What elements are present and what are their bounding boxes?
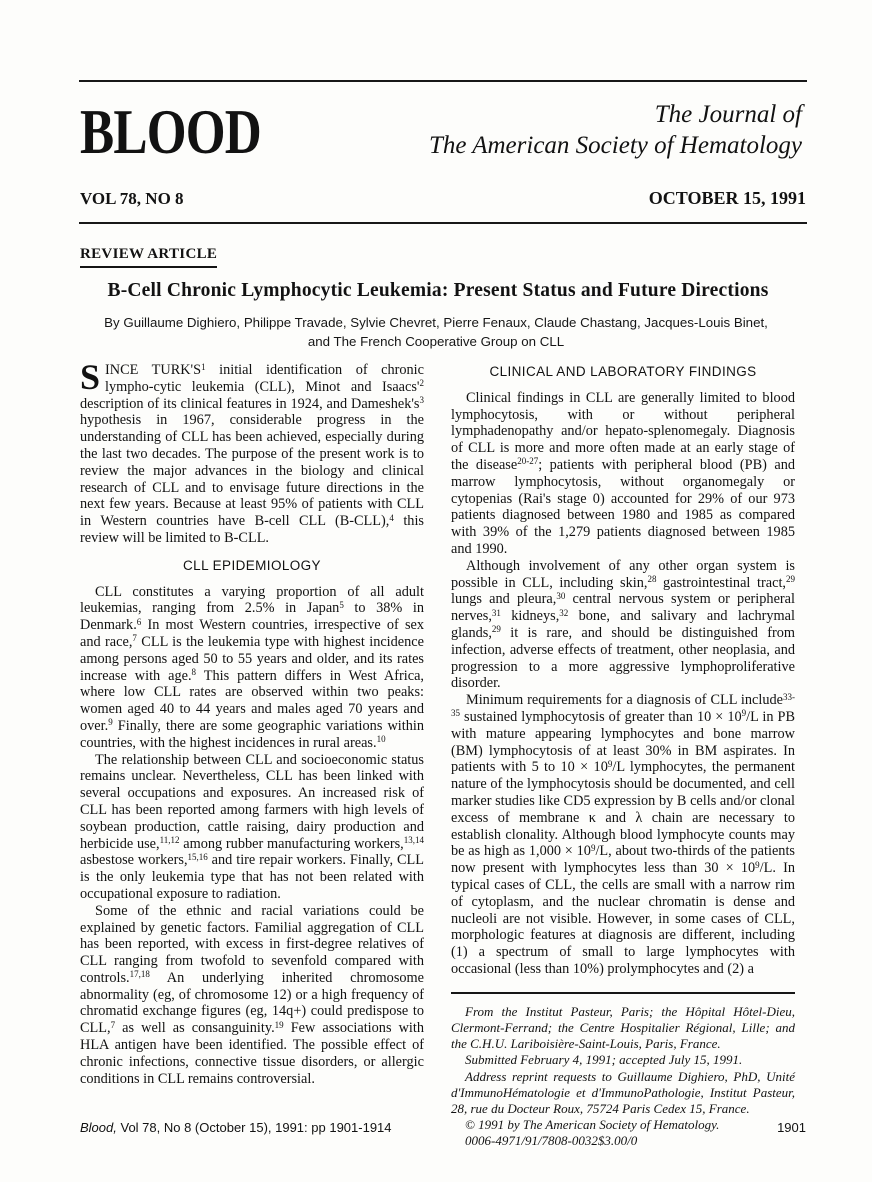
issn-code: 0006-4971/91/7808-0032$3.00/0 <box>465 1133 638 1149</box>
submission-note: Submitted February 4, 1991; accepted July 15, 1991. <box>465 1052 743 1068</box>
epidemiology-heading: CLL EPIDEMIOLOGY <box>183 557 321 573</box>
left-column <box>80 357 424 1150</box>
header-rule <box>79 222 807 224</box>
byline-line2: and The French Cooperative Group on CLL <box>307 334 565 349</box>
footnote-rule <box>451 992 795 994</box>
right-column <box>451 362 795 1150</box>
byline-line1: By Guillaume Dighiero, Philippe Travade, Sylvie Chevret, Pierre Fenaux, Claude Chastang, Jacques-Louis Binet, <box>104 315 768 330</box>
footnote-block <box>451 1004 795 1150</box>
journal-name <box>429 99 802 161</box>
clinical-paragraph-1: Clinical findings in CLL are generally limited to blood lymphocytosis, with or without peripheral lymphadenopathy and/or hepato-splenomegaly. Diagnosis of CLL is more and more often made at an early stage of the disease$^{20-27}$; patients with peripheral blood (PB) and marrow lymphocytosis, without organomegaly or cytopenias (Rai's stage 0) accounted for 29% of our 973 patients diagnosed between 1980 and 1985 as compared with 39% of the 1,279 patients diagnosed between 1985 and 1990. <box>451 389 795 557</box>
top-rule <box>79 80 807 82</box>
copyright-note: © 1991 by The American Society of Hematology. <box>465 1117 720 1133</box>
volume-issue: VOL 78, NO 8 <box>80 189 184 208</box>
byline <box>58 313 814 351</box>
clinical-paragraph-3: Minimum requirements for a diagnosis of CLL include$^{33-35}$ sustained lymphocytosis of greater than $10 \times 10^9/L$ in PB with mature appearing lymphocytes and bone marrow (BM) lymphocytosis of at least 30% in BM aspirates. In patients with 5 to $10 \times 10^9/L$ lymphocytes, the permanent nature of the lymphocytosis should be documented, and cell marker studies like CD5 expression by B cells and/or clonal excess of membrane κ and λ chain are necessary to establish clonality. Although blood lymphocyte counts may be as high as $1,000 \times 10^9/L$, about two-thirds of the patients now present with lymphocytes less than $30 \times 10^9/L$. In typical cases of CLL, the cells are small with a narrow rim of cytoplasm, and the nuclear chromatin is dense and nucleoli are not visible. However, in some cases of CLL, morphologic features at diagnosis are different, including (1) a spectrum of small to large lymphocytes with occasional (less than 10%) prolymphocytes and (2) a <box>451 691 795 977</box>
epidemiology-paragraph-2: The relationship between CLL and socioeconomic status remains unclear. Nevertheless, CLL has been linked with several occupations and exposures. An increased risk of CLL has been reported among farmers with high levels of soybean production, cattle raising, dairy production and herbicide use,$^{11,12}$ among rubber manufacturing workers,$^{13,14}$ asbestose workers,$^{15,16}$ and tire repair workers. Finally, CLL is the only leukemia type that has not been related with occupational exposure to radiation. <box>80 751 424 902</box>
citation-details: Vol 78, No 8 (October 15), 1991: pp 1901-1914 <box>116 1120 392 1135</box>
affiliations-note: From the Institut Pasteur, Paris; the Hôpital Hôtel-Dieu, Clermont-Ferrand; the Centre Hospitalier Régional, Lille; and the C.H.U. Lariboisière-Saint-Louis, Paris, France. <box>451 1003 795 1052</box>
citation-journal-name: Blood, <box>80 1120 117 1135</box>
journal-name-line1: The Journal of <box>654 101 802 128</box>
epidemiology-paragraph-1: CLL constitutes a varying proportion of all adult leukemias, ranging from 2.5% in Japan$^5$ to 38% in Denmark.$^6$ In most Western countries, irrespective of sex and race,$^7$ CLL is the leukemia type with highest incidence among persons aged 50 to 55 years and older, and its rates increase with age.$^8$ This pattern differs in West Africa, where low CLL rates are observed within two peaks: women aged 40 to 44 years and males aged 70 years and over.$^9$ Finally, there are some geographic variations within countries, with the highest incidences in rural areas.$^{10}$ <box>80 583 424 751</box>
intro-paragraph: SINCE $TURK'S^1$ initial identification of chronic lympho-cytic leukemia (CLL), Minot and $Isaacs'^2$ description of its clinical features in 1924, and $Dameshek's^3$ hypothesis in 1967, considerable progress in the understanding of CLL has been achieved, especially during the last two decades. The purpose of the present work is to review the major advances in the biology and clinical research of CLL and to envisage future directions in the next few years. Because at least 95% of patients with CLL in Western countries have B-cell CLL (B-CLL),$^4$ this review will be limited to B-CLL. <box>80 357 424 546</box>
citation-footer <box>80 1120 392 1135</box>
journal-name-line2: The American Society of Hematology <box>428 132 802 159</box>
reprint-request-note: Address reprint requests to Guillaume Dighiero, PhD, Unité d'ImmunoHématologie et d'ImmunoPathologie, Institut Pasteur, 28, rue du Docteur Roux, 75724 Paris Cedex 15, France. <box>451 1068 795 1116</box>
article-body <box>80 357 795 1150</box>
page-number: 1901 <box>777 1120 806 1135</box>
clinical-findings-heading: CLINICAL AND LABORATORY FINDINGS <box>489 364 757 379</box>
article-title: B-Cell Chronic Lymphocytic Leukemia: Present Status and Future Directions <box>107 280 769 301</box>
issue-date: OCTOBER 15, 1991 <box>648 188 806 208</box>
clinical-paragraph-2: Although involvement of any other organ system is possible in CLL, including skin,$^{28}$ gastrointestinal tract,$^{29}$ lungs and pleura,$^{30}$ central nervous system or peripheral nerves,$^{31}$ kidneys,$^{32}$ bone, and salivary and lachrymal glands,$^{29}$ it is rare, and should be distinguished from infection, adverse effects of treatment, other neoplasia, and progression to a more aggressive lymphoproliferative disorder. <box>451 557 795 692</box>
epidemiology-paragraph-3: Some of the ethnic and racial variations could be explained by genetic factors. Familial aggregation of CLL has been reported, with excess in first-degree relatives of CLL ranging from twofold to sevenfold compared with controls.$^{17,18}$ An underlying inherited chromosome abnormality (eg, of chromosome 12) or a high frequency of chromatid exchange figures (eg, 14q+) could predispose to CLL,$^7$ as well as consanguinity.$^{19}$ Few associations with HLA antigen have been identified. The possible effect of chronic infections, connective tissue disorders, or allergic conditions in CLL remains controversial. <box>80 902 424 1087</box>
section-label: REVIEW ARTICLE <box>80 246 217 268</box>
journal-masthead: BLOOD <box>80 96 261 167</box>
